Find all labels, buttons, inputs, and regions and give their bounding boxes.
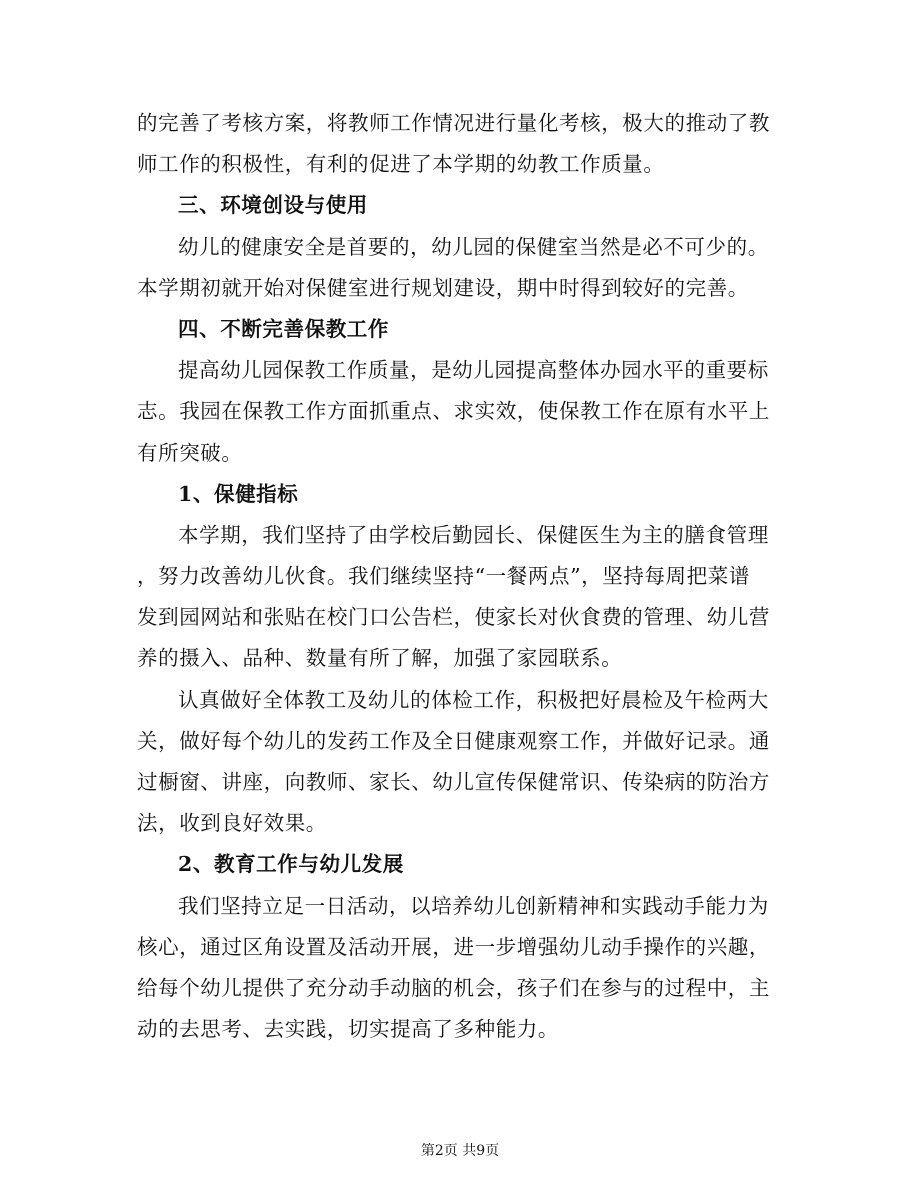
text-line: 有所突破。 [137,440,243,465]
text-line: 的完善了考核方案，将教师工作情况进行量化考核，极大的推动了教 [137,111,770,135]
text-line: 过橱窗、讲座，向教师、家长、幼儿宣传保健常识、传染病的防治方 [137,770,770,794]
text-line: 幼儿的健康安全是首要的，幼儿园的保健室当然是必不可少的。 [178,234,769,259]
text-line: 给每个幼儿提供了充分动手动脑的机会，孩子们在参与的过程中，主 [137,975,770,1000]
text-line: 核心，通过区角设置及活动开展，进一步增强幼儿动手操作的兴趣， [137,934,770,959]
text-line: 发到园网站和张贴在校门口公告栏，使家长对伙食费的管理、幼儿营 [137,605,770,630]
text-line: 志。我园在保教工作方面抓重点、求实效，使保教工作在原有水平上 [137,399,770,424]
text-line: 本学期，我们坚持了由学校后勤园长、保健医生为主的膳食管理 [178,522,769,547]
text-line: 动的去思考、去实践，切实提高了多种能力。 [137,1017,559,1042]
document-body [137,103,787,1050]
section-heading: 四、不断完善保教工作 [178,316,389,341]
text-line: 提高幼儿园保教工作质量，是幼儿园提高整体办园水平的重要标 [178,358,769,383]
text-line: 法，收到良好效果。 [137,811,327,836]
text-line: 本学期初就开始对保健室进行规划建设，期中时得到较好的完善。 [137,275,749,300]
text-line: ，努力改善幼儿伙食。我们继续坚持“一餐两点”，坚持每周把菜谱 [137,564,750,589]
text-line: 认真做好全体教工及幼儿的体检工作，积极把好晨检及午检两大 [178,687,769,712]
page-number-footer: 第2页 共9页 [420,1143,500,1159]
subsection-heading: 1、保健指标 [178,481,299,506]
text-line: 师工作的积极性，有利的促进了本学期的幼教工作质量。 [137,152,665,177]
section-heading: 三、环境创设与使用 [178,193,368,218]
text-line: 关，做好每个幼儿的发药工作及全日健康观察工作，并做好记录。通 [137,728,770,753]
text-line: 养的摄入、品种、数量有所了解，加强了家园联系。 [137,646,623,671]
text-line: 我们坚持立足一日活动，以培养幼儿创新精神和实践动手能力为 [178,893,769,918]
subsection-heading: 2、教育工作与幼儿发展 [178,852,404,877]
